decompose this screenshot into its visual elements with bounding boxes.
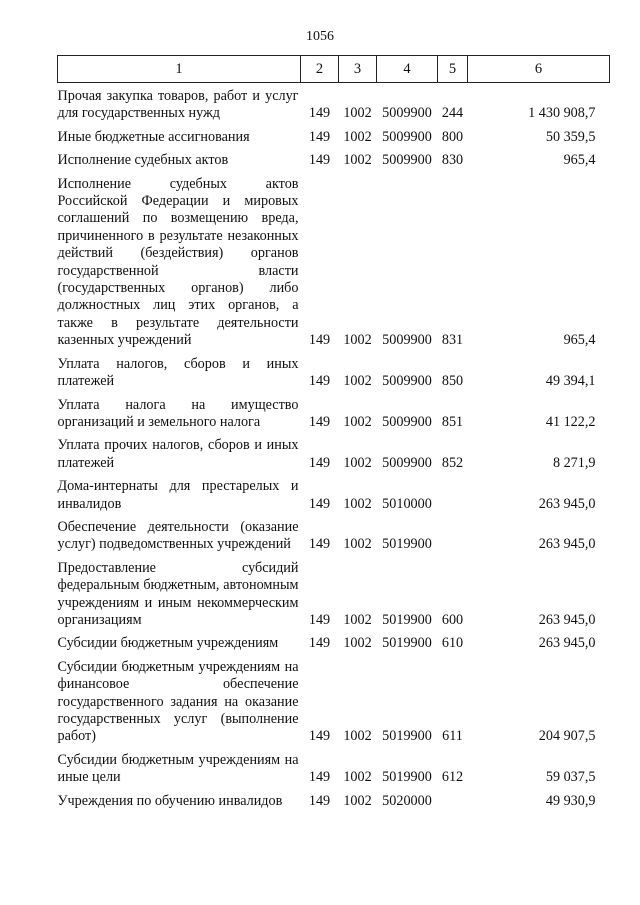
row-code-3: 1002 — [343, 792, 372, 809]
table-row — [58, 123, 610, 146]
table-row — [58, 787, 610, 810]
row-name: Уплата прочих налогов, сборов и иных платежей — [57, 437, 299, 471]
row-name: Предоставление субсидий федеральным бюджетным, автономным учреждениям и иным некоммерческим организациям — [57, 559, 299, 628]
row-code-5: 831 — [441, 332, 464, 349]
table-row — [58, 513, 610, 554]
row-code-5 — [438, 513, 468, 554]
table-row — [58, 146, 610, 169]
page-number: 1056 — [306, 29, 334, 44]
row-code-4: 5009900 — [382, 373, 432, 390]
row-code-2: 149 — [308, 769, 331, 786]
row-name: Прочая закупка товаров, работ и услуг для государственных нужд — [57, 88, 299, 122]
row-code-4: 5009900 — [382, 105, 432, 122]
row-amount: 263 945,0 — [538, 611, 596, 628]
row-code-2: 149 — [308, 536, 331, 553]
row-name: Исполнение судебных актов Российской Федерации и мировых соглашений по возмещению вреда, причиненного в результате незаконных действий (бездействия) органов государственной власти (государственных органов) либо должностных лиц этих органов, а также в результате деятельности казенных учреждений — [57, 175, 299, 349]
row-amount: 41 122,2 — [545, 413, 596, 430]
row-name: Обеспечение деятельности (оказание услуг) подведомственных учреждений — [57, 518, 299, 553]
row-code-3: 1002 — [343, 769, 372, 786]
row-code-5: 612 — [441, 769, 464, 786]
row-code-5: 830 — [441, 152, 464, 169]
row-code-2: 149 — [308, 454, 331, 471]
row-name: Субсидии бюджетным учреждениям — [57, 635, 279, 652]
row-code-2: 149 — [308, 792, 331, 809]
table-row — [58, 554, 610, 630]
row-amount: 965,4 — [563, 152, 596, 169]
row-code-4: 5019900 — [382, 728, 432, 745]
row-code-5: 610 — [441, 635, 464, 652]
row-code-4: 5009900 — [382, 152, 432, 169]
row-code-3: 1002 — [343, 536, 372, 553]
row-code-5: 851 — [441, 413, 464, 430]
row-amount: 1 430 908,7 — [528, 105, 596, 122]
row-code-2: 149 — [308, 332, 331, 349]
row-name: Уплата налога на имущество организаций и земельного налога — [57, 396, 299, 430]
table-row — [58, 391, 610, 432]
table-row — [58, 472, 610, 513]
row-code-2: 149 — [308, 728, 331, 745]
row-code-2: 149 — [308, 413, 331, 430]
row-amount: 59 037,5 — [545, 769, 596, 786]
column-header-2: 2 — [301, 56, 339, 83]
row-name: Учреждения по обучению инвалидов — [57, 792, 283, 809]
row-name: Иные бюджетные ассигнования — [57, 128, 250, 145]
row-code-5: 800 — [441, 128, 464, 145]
row-name: Уплата налогов, сборов и иных платежей — [57, 355, 299, 390]
row-code-4: 5009900 — [382, 454, 432, 471]
row-code-2: 149 — [308, 495, 331, 512]
column-header-5: 5 — [438, 56, 468, 83]
table-row — [58, 83, 610, 123]
row-name: Дома-интернаты для престарелых и инвалидов — [57, 478, 299, 512]
row-name: Субсидии бюджетным учреждениям на финансовое обеспечение государственного задания на оказание государственных услуг (выполнение работ) — [57, 658, 299, 745]
column-header-4: 4 — [377, 56, 438, 83]
row-code-3: 1002 — [343, 373, 372, 390]
row-code-3: 1002 — [343, 105, 372, 122]
row-code-4: 5019900 — [382, 769, 432, 786]
row-amount: 263 945,0 — [538, 635, 596, 652]
row-code-2: 149 — [308, 635, 331, 652]
row-code-2: 149 — [308, 128, 331, 145]
row-code-4: 5010000 — [382, 495, 432, 512]
row-code-5: 600 — [441, 611, 464, 628]
row-amount: 263 945,0 — [538, 536, 596, 553]
row-code-2: 149 — [308, 373, 331, 390]
row-code-2: 149 — [308, 152, 331, 169]
column-header-3: 3 — [339, 56, 377, 83]
table-row — [58, 746, 610, 787]
table-row — [58, 653, 610, 746]
row-code-4: 5019900 — [382, 635, 432, 652]
table-body — [58, 83, 610, 811]
row-amount: 8 271,9 — [552, 454, 596, 471]
row-amount: 204 907,5 — [538, 728, 596, 745]
row-code-3: 1002 — [343, 495, 372, 512]
row-code-5 — [438, 787, 468, 810]
row-code-3: 1002 — [343, 728, 372, 745]
row-code-3: 1002 — [343, 635, 372, 652]
table-row — [58, 629, 610, 652]
row-code-4: 5020000 — [382, 792, 432, 809]
column-header-1: 1 — [58, 56, 301, 83]
row-name: Субсидии бюджетным учреждениям на иные цели — [57, 751, 299, 786]
table-row — [58, 431, 610, 472]
table-header — [58, 56, 610, 83]
row-amount: 965,4 — [563, 332, 596, 349]
row-code-3: 1002 — [343, 332, 372, 349]
row-code-5: 852 — [441, 454, 464, 471]
budget-table — [57, 55, 610, 810]
row-code-2: 149 — [308, 105, 331, 122]
table-row — [58, 350, 610, 391]
row-code-4: 5009900 — [382, 332, 432, 349]
row-code-4: 5009900 — [382, 128, 432, 145]
row-code-3: 1002 — [343, 611, 372, 628]
row-code-4: 5019900 — [382, 536, 432, 553]
row-amount: 49 930,9 — [545, 792, 596, 809]
row-code-4: 5019900 — [382, 611, 432, 628]
row-code-5: 850 — [441, 373, 464, 390]
table-row — [58, 170, 610, 350]
column-header-6: 6 — [468, 56, 610, 83]
row-name: Исполнение судебных актов — [57, 152, 229, 169]
row-code-5 — [438, 472, 468, 513]
row-code-5: 611 — [442, 728, 463, 745]
row-code-3: 1002 — [343, 454, 372, 471]
row-amount: 49 394,1 — [545, 373, 596, 390]
row-code-3: 1002 — [343, 128, 372, 145]
row-code-3: 1002 — [343, 413, 372, 430]
row-code-4: 5009900 — [382, 413, 432, 430]
row-code-2: 149 — [308, 611, 331, 628]
row-amount: 263 945,0 — [538, 495, 596, 512]
row-code-5: 244 — [441, 105, 464, 122]
row-amount: 50 359,5 — [545, 128, 596, 145]
row-code-3: 1002 — [343, 152, 372, 169]
